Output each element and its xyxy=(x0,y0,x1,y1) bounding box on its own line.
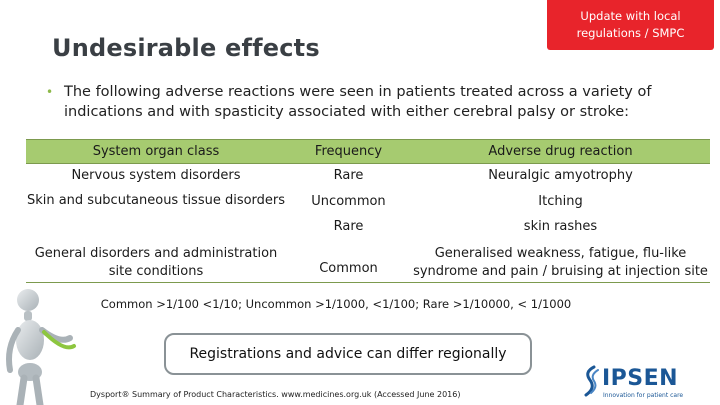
table-row xyxy=(26,164,710,190)
header-adverse-drug-reaction: Adverse drug reaction xyxy=(411,140,710,164)
table-row xyxy=(26,190,710,216)
cell-adr: Itching xyxy=(538,193,583,209)
ipsen-tagline: Innovation for patient care xyxy=(603,392,684,399)
cell-frequency: Rare xyxy=(333,168,364,183)
table-row xyxy=(26,241,710,283)
intro-bullet xyxy=(46,82,676,122)
frequency-footnote: Common >1/100 <1/10; Uncommon >1/1000, <1/100; Rare >1/10000, < 1/1000 xyxy=(100,297,572,311)
cell-adr: Neuralgic amyotrophy xyxy=(488,168,633,183)
reference-citation: Dysport® Summary of Product Characteristics. www.medicines.org.uk (Accessed June 2016) xyxy=(90,390,461,399)
header-frequency: Frequency xyxy=(286,140,411,164)
skeleton-figure-icon xyxy=(0,278,80,405)
cell-frequency: Common xyxy=(286,241,411,283)
cell-soc: Skin and subcutaneous tissue disorders xyxy=(26,192,286,208)
regional-advice-callout xyxy=(164,333,532,375)
cell-soc: Nervous system disorders xyxy=(71,168,241,183)
adverse-reactions-table xyxy=(26,139,710,283)
table-header-row xyxy=(26,140,710,164)
intro-text: The following adverse reactions were seen in patients treated across a variety of indications and with spasticity associated with either cerebral palsy or stroke: xyxy=(64,84,652,120)
cell-soc: General disorders and administration site conditions xyxy=(26,241,286,283)
ipsen-logo xyxy=(580,364,690,398)
header-system-organ-class: System organ class xyxy=(26,140,286,164)
regional-advice-text: Registrations and advice can differ regionally xyxy=(189,346,507,362)
ipsen-wordmark: IPSEN xyxy=(602,366,679,391)
page-title: Undesirable effects xyxy=(52,34,320,62)
bullet-icon: • xyxy=(46,85,54,99)
cell-frequency: Rare xyxy=(333,218,364,234)
cell-adr: skin rashes xyxy=(523,218,598,234)
cell-adr: Generalised weakness, fatigue, flu-like syndrome and pain / bruising at injection site xyxy=(411,241,710,283)
ipsen-swirl-icon xyxy=(580,364,602,398)
update-regulations-text: Update with local regulations / SMPC xyxy=(576,9,685,40)
update-regulations-note xyxy=(547,0,714,50)
cell-frequency: Uncommon xyxy=(311,193,386,209)
